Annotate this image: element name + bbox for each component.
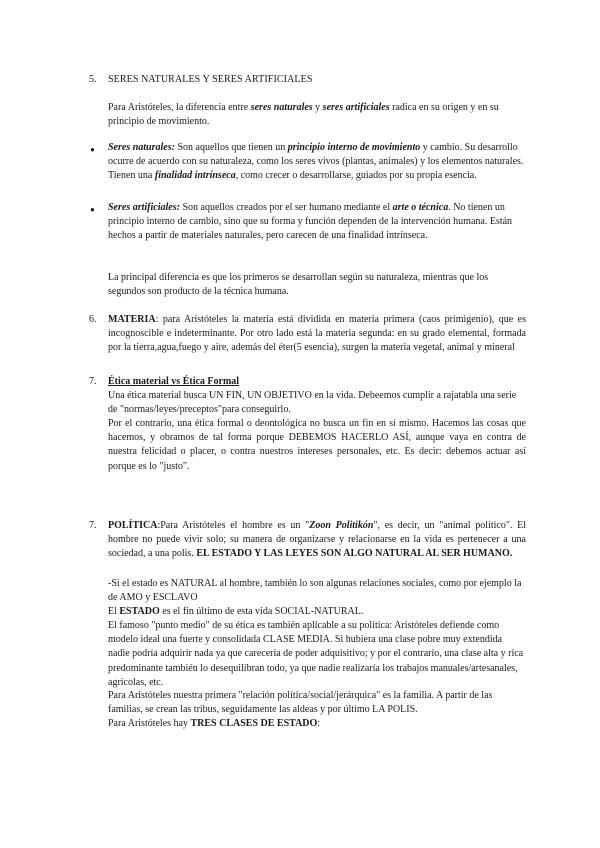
section-7b-p3: El ESTADO es el fin último de esta vida SOCIAL-NATURAL. xyxy=(108,606,364,617)
section-7b-p4: El famoso "punto medio" de su ética es también aplicable a su política: Aristóteles defiende como modelo ideal una fuerte y consolidada CLASE MEDIA. Si hubiera una clase pobre muy extendida nadie podría adquirir nada ya que carecería de poder adquisitivo; y por el contrario, una clase alta y rica predominante también lo desequilibran todo, ya que nadie realizaría los trabajos manuales/artesanales, agrícolas, etc. xyxy=(108,620,524,688)
section-5-intro: Para Aristóteles, la diferencia entre seres naturales y seres artificiales radica en su origen y en su principio de movimiento. xyxy=(108,102,499,128)
section-6-number: 6. xyxy=(89,314,97,325)
section-7a-p1: Una ética material busca UN FIN, UN OBJETIVO en la vida. Debeemos cumplir a rajatabla una serie de "normas/leyes/preceptos"para conseguirlo. xyxy=(108,390,517,416)
bullet-seres-naturales: Seres naturales: Son aquellos que tienen un principio interno de movimiento y cambio. Su desarrollo ocurre de acuerdo con su naturaleza, como los seres vivos (plantas, animales) y los elementos naturales. Tienen una finalidad intrínseca, como crecer o desarrollarse, guiados por su propia esencia. xyxy=(108,142,524,182)
section-7a-title: Ética material vs Ética Formal xyxy=(108,376,240,387)
section-5-number: 5. xyxy=(89,74,97,85)
section-7b-p2: -Si el estado es NATURAL al hombre, también lo son algunas relaciones sociales, como por ejemplo la de AMO y ESCLAVO xyxy=(108,578,522,604)
bullet-seres-artificiales: Seres artificiales: Son aquellos creados por el ser humano mediante el arte o técnica. No tienen un principio interno de cambio, sino que su forma y función dependen de la intervención humana. Están hechos a partir de materiales naturales, pero carecen de una finalidad intrínseca. xyxy=(108,202,513,242)
bullet-icon: ● xyxy=(90,145,95,154)
section-5-title: SERES NATURALES Y SERES ARTIFICIALES xyxy=(108,74,313,85)
section-6-materia: MATERIA: para Aristóteles la materia está dividida en materia primera (caos primigenio), que es incognoscible e indeterminante. Por otro lado está la materia segunda: en su grado elemental, formada por la tierra,agua,fuego y aire, además del éter(5 esencia), surgen la materia vegetal, animal y mineral xyxy=(108,314,526,354)
section-7a-p2: Por el contrario, una ética formal o deontológica no busca un fin en sí mismo. Hacemos las cosas que hacemos, y obramos de tal forma porque DEBEMOS HACERLO ASÍ, aunque vaya en contra de nuestra felicidad o placer, o contra nuestros intereses personales, etc. Es decir: debemos actuar así porque es lo "justo". xyxy=(108,418,526,472)
section-7b-intro: POLÍTICA:Para Aristóteles el hombre es un "Zoon Politikón", es decir, un "animal político". El hombre no puede vivir solo; su manera de organizarse y relacionarse en la vida es pertenecer a una sociedad, a una polis. EL ESTADO Y LAS LEYES SON ALGO NATURAL AL SER HUMANO. xyxy=(108,520,527,560)
section-5-conclusion: La principal diferencia es que los primeros se desarrollan según su naturaleza, mientras que los segundos son producto de la técnica humana. xyxy=(108,272,489,298)
section-7a-number: 7. xyxy=(89,376,97,387)
bullet-icon: ● xyxy=(90,205,95,214)
section-7b-number: 7. xyxy=(89,520,97,531)
section-7b-p6: Para Aristóteles hay TRES CLASES DE ESTADO: xyxy=(108,718,321,729)
section-7b-p5: Para Aristóteles nuestra primera "relación política/social/jerárquica" es la familia. A partir de las familias, se crean las tribus, seguidamente las aldeas y por último LA POLIS. xyxy=(108,690,493,716)
